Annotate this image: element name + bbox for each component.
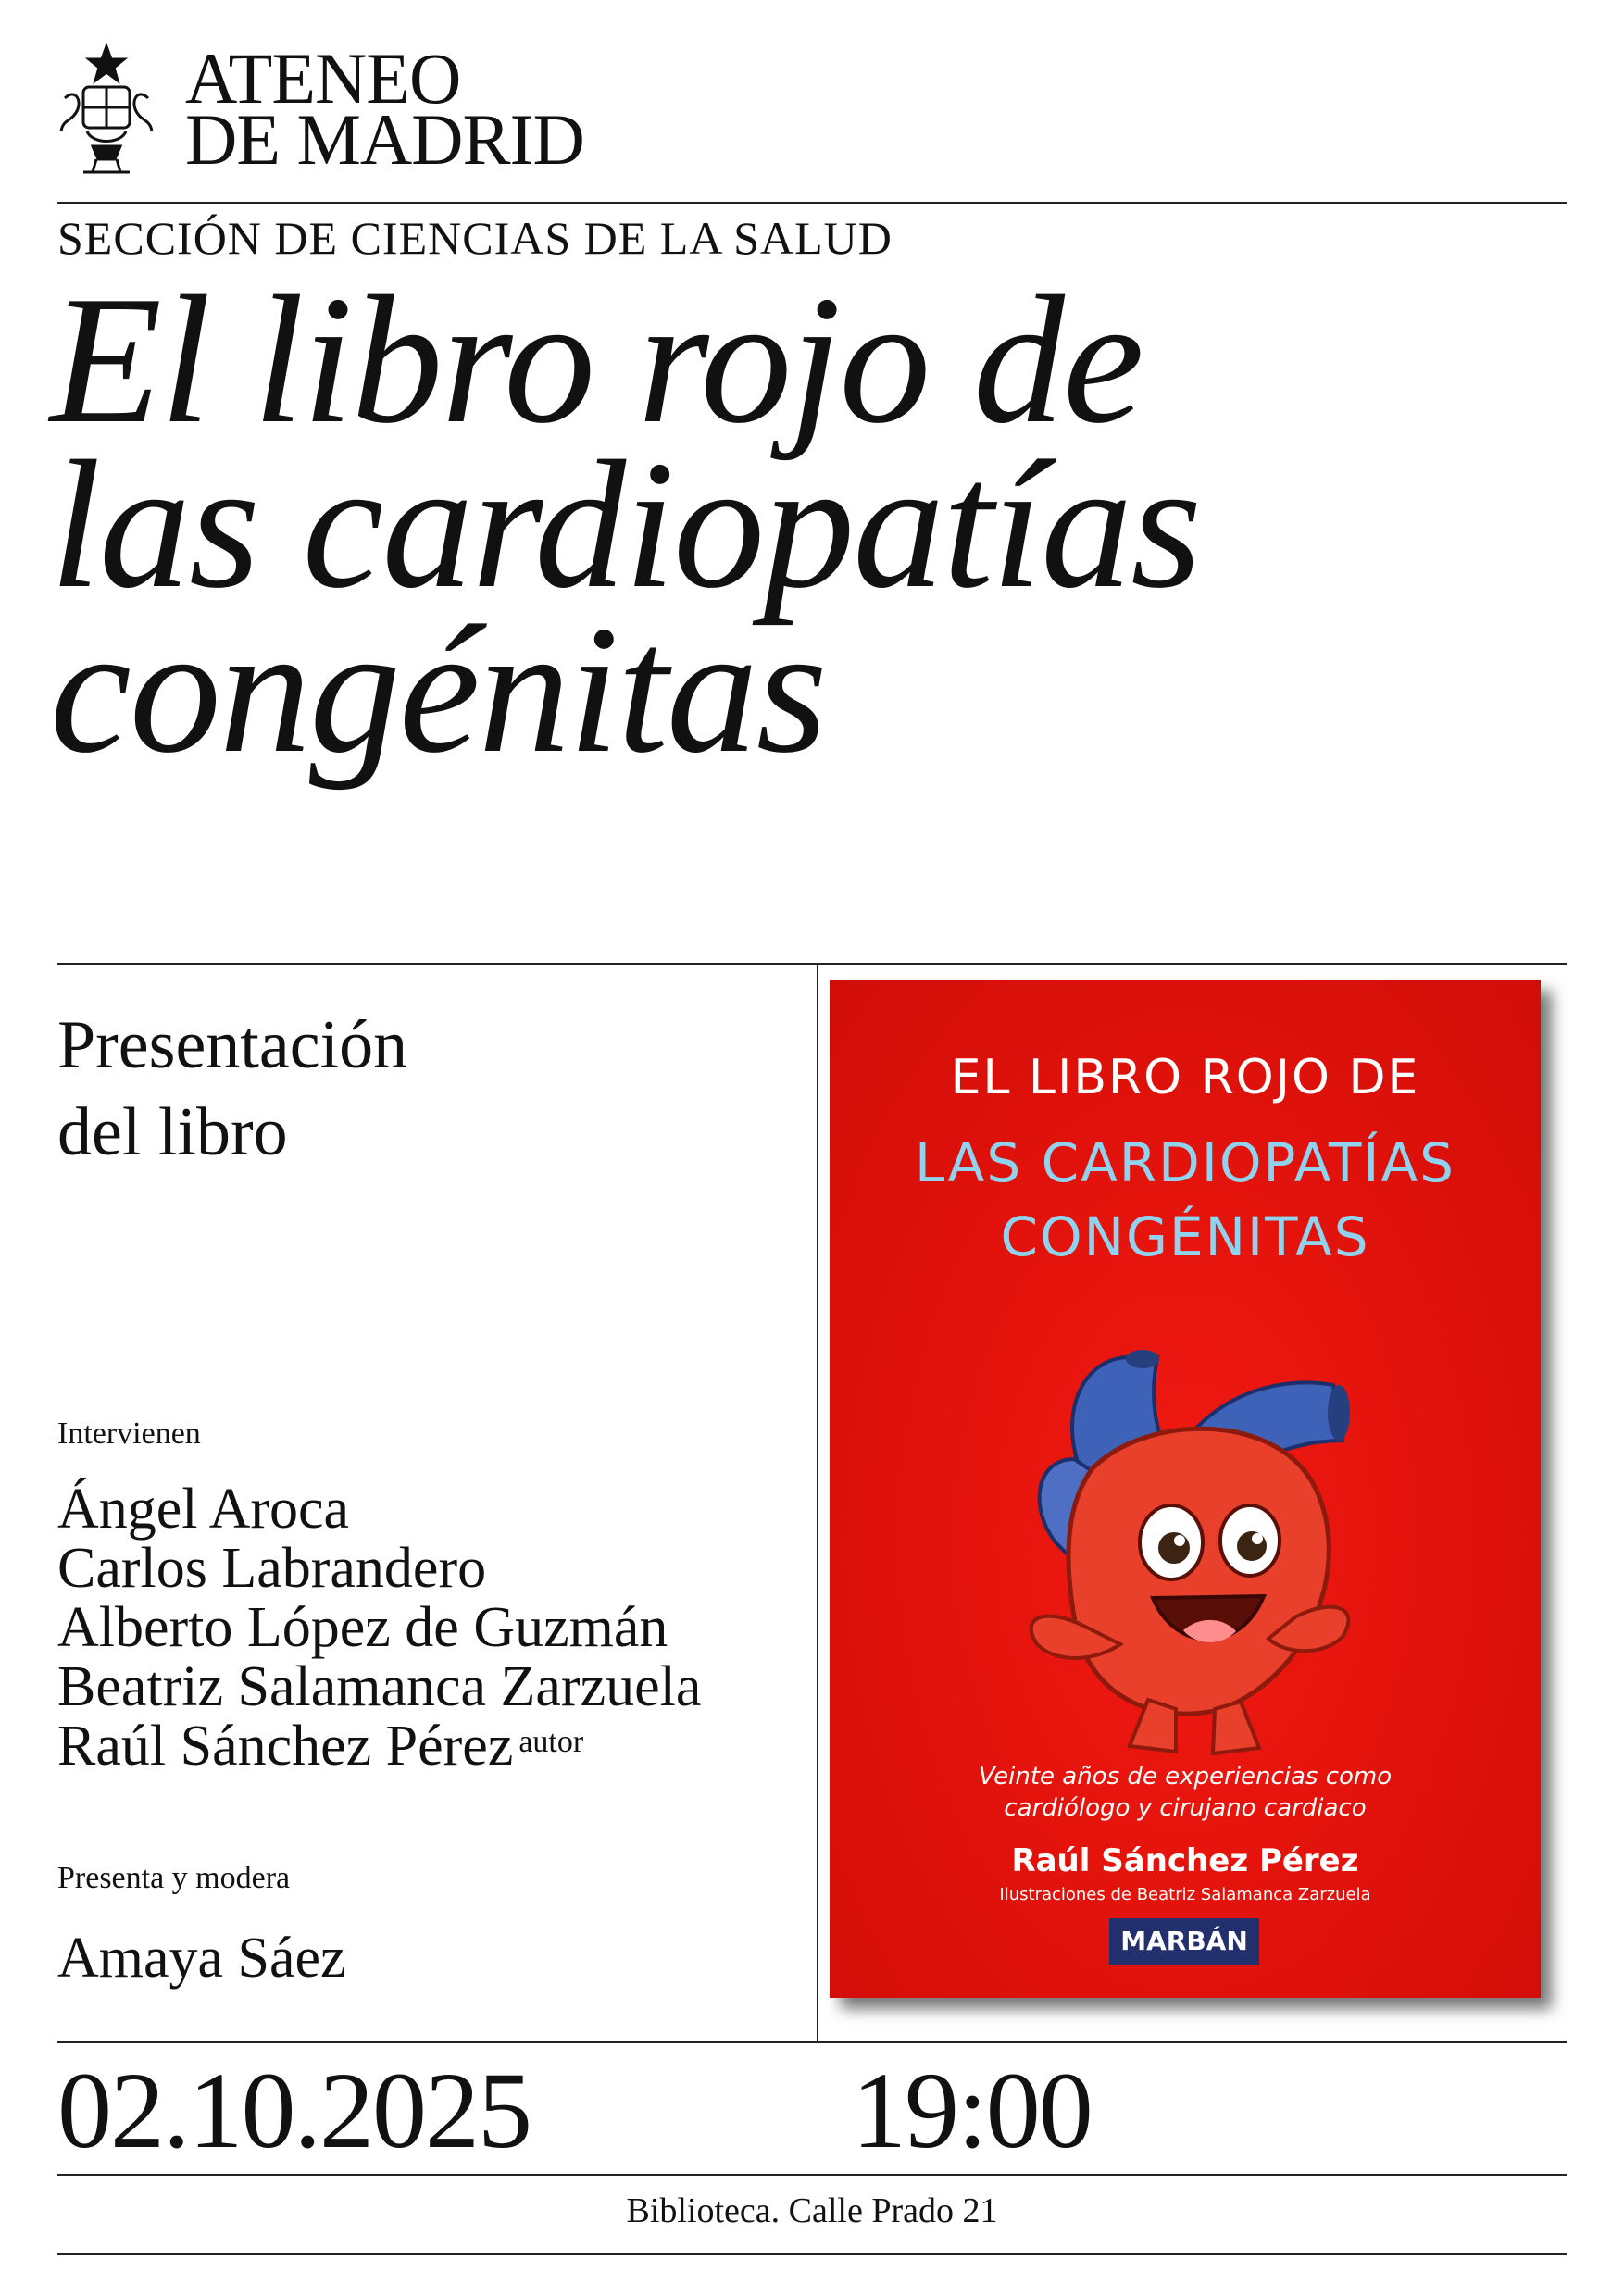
speakers-label: Intervienen (57, 1416, 201, 1451)
speaker-5-name: Raúl Sánchez Pérez (57, 1715, 514, 1778)
speaker-5 (57, 1716, 701, 1776)
publisher-badge: MARBÁN (1109, 1918, 1259, 1965)
moderator-label: Presenta y modera (57, 1861, 291, 1895)
divider-location (57, 2174, 1567, 2176)
title-line-3: congénitas (50, 588, 826, 791)
speakers-list (57, 1479, 701, 1776)
ateneo-crest-logo (56, 43, 157, 180)
cover-title-line-3: CONGÉNITAS (1000, 1205, 1370, 1268)
author-tag: autor (518, 1725, 584, 1759)
org-line-2: DE MADRID (185, 99, 584, 180)
event-date: 02.10.2025 (57, 2050, 531, 2171)
org-line-1: ATENEO (185, 38, 461, 119)
heart-illustration (944, 1302, 1426, 1765)
cover-title-line-2: LAS CARDIOPATÍAS (915, 1131, 1455, 1194)
moderator-name: Amaya Sáez (57, 1927, 346, 1990)
divider-date (57, 2041, 1567, 2043)
cover-title-line-1: EL LIBRO ROJO DE (950, 1050, 1420, 1105)
divider-bottom (57, 2253, 1567, 2255)
event-time: 19:00 (852, 2050, 1092, 2171)
cover-illustrator: Ilustraciones de Beatriz Salamanca Zarzuela (999, 1885, 1371, 1904)
event-type-line-1: Presentación (57, 1007, 408, 1083)
event-location: Biblioteca. Calle Prado 21 (626, 2191, 998, 2230)
title-line-2: las cardiopatías (50, 423, 1201, 626)
section-heading: SECCIÓN DE CIENCIAS DE LA SALUD (57, 212, 893, 264)
speaker-3: Alberto López de Guzmán (57, 1596, 668, 1659)
cover-subtitle-line-1: Veinte años de experiencias como (978, 1763, 1393, 1791)
column-divider (817, 963, 818, 2042)
speaker-4: Beatriz Salamanca Zarzuela (57, 1655, 702, 1718)
event-type (57, 1002, 407, 1176)
organization-name (185, 38, 584, 180)
page-title (50, 258, 1587, 791)
speaker-1: Ángel Aroca (57, 1478, 350, 1541)
cover-author: Raúl Sánchez Pérez (1011, 1842, 1359, 1879)
speaker-2: Carlos Labrandero (57, 1537, 487, 1600)
cover-subtitle-line-2: cardiólogo y cirujano cardiaco (1004, 1794, 1367, 1822)
event-type-line-2: del libro (57, 1094, 288, 1170)
book-cover (830, 980, 1541, 1998)
divider-top (57, 202, 1567, 204)
divider-title (57, 963, 1567, 965)
title-line-1: El libro rojo de (50, 258, 1143, 461)
